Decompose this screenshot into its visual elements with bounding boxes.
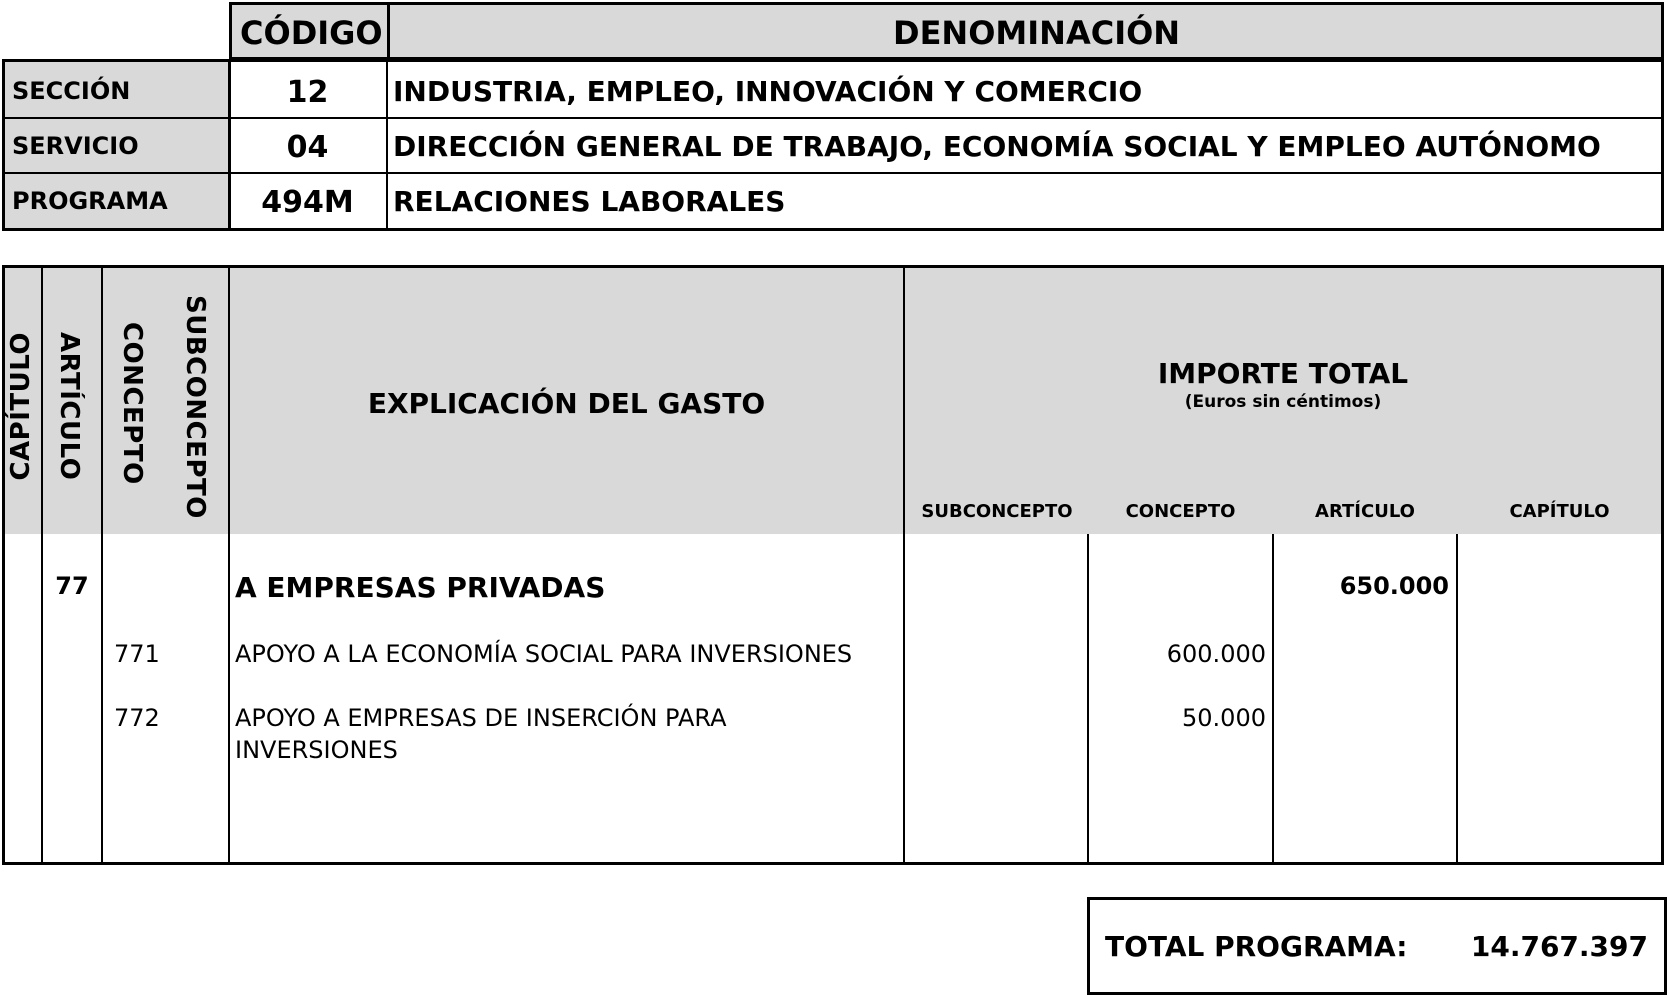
- amount-col-articulo: ARTÍCULO: [1315, 501, 1415, 522]
- seccion-code: 12: [286, 75, 329, 110]
- articulo-col-header: ARTÍCULO: [54, 332, 84, 481]
- row-concepto-amount: 50.000: [1182, 704, 1266, 732]
- total-programa-value: 14.767.397: [1470, 930, 1648, 963]
- row-articulo-code: 77: [55, 572, 89, 600]
- capitulo-col-header: CAPÍTULO: [6, 332, 36, 481]
- seccion-name: INDUSTRIA, EMPLEO, INNOVACIÓN Y COMERCIO: [393, 75, 1143, 108]
- servicio-name: DIRECCIÓN GENERAL DE TRABAJO, ECONOMÍA SOCIAL Y EMPLEO AUTÓNOMO: [393, 130, 1601, 163]
- amount-col-capitulo: CAPÍTULO: [1509, 501, 1610, 522]
- servicio-code: 04: [286, 130, 329, 165]
- amount-col-subconcepto: SUBCONCEPTO: [921, 501, 1073, 522]
- codigo-header-label: CÓDIGO: [240, 14, 383, 52]
- importe-total-title: IMPORTE TOTAL: [1157, 357, 1409, 390]
- amount-col-concepto: CONCEPTO: [1125, 501, 1236, 522]
- denominacion-header-label: DENOMINACIÓN: [893, 14, 1181, 52]
- row-text-line2: INVERSIONES: [235, 736, 398, 764]
- total-programa-label: TOTAL PROGRAMA:: [1105, 930, 1408, 963]
- concepto-col-header: CONCEPTO: [117, 322, 147, 485]
- importe-total-subtitle: (Euros sin céntimos): [1184, 392, 1382, 412]
- row-text-line1: APOYO A EMPRESAS DE INSERCIÓN PARA: [235, 704, 727, 732]
- row-concepto-amount: 600.000: [1166, 640, 1266, 668]
- row-articulo-amount: 650.000: [1339, 572, 1449, 600]
- programa-name: RELACIONES LABORALES: [393, 185, 786, 218]
- programa-label: PROGRAMA: [12, 187, 168, 215]
- row-concepto-code: 771: [114, 640, 160, 668]
- row-concepto-code: 772: [114, 704, 160, 732]
- explicacion-col-header: EXPLICACIÓN DEL GASTO: [367, 387, 766, 420]
- detail-table: [2, 265, 1664, 865]
- row-text: APOYO A LA ECONOMÍA SOCIAL PARA INVERSIONES: [235, 640, 853, 668]
- programa-code: 494M: [261, 185, 354, 220]
- subconcepto-col-header: SUBCONCEPTO: [180, 295, 210, 519]
- servicio-label: SERVICIO: [12, 132, 139, 160]
- seccion-label: SECCIÓN: [12, 77, 131, 105]
- row-text: A EMPRESAS PRIVADAS: [235, 571, 606, 604]
